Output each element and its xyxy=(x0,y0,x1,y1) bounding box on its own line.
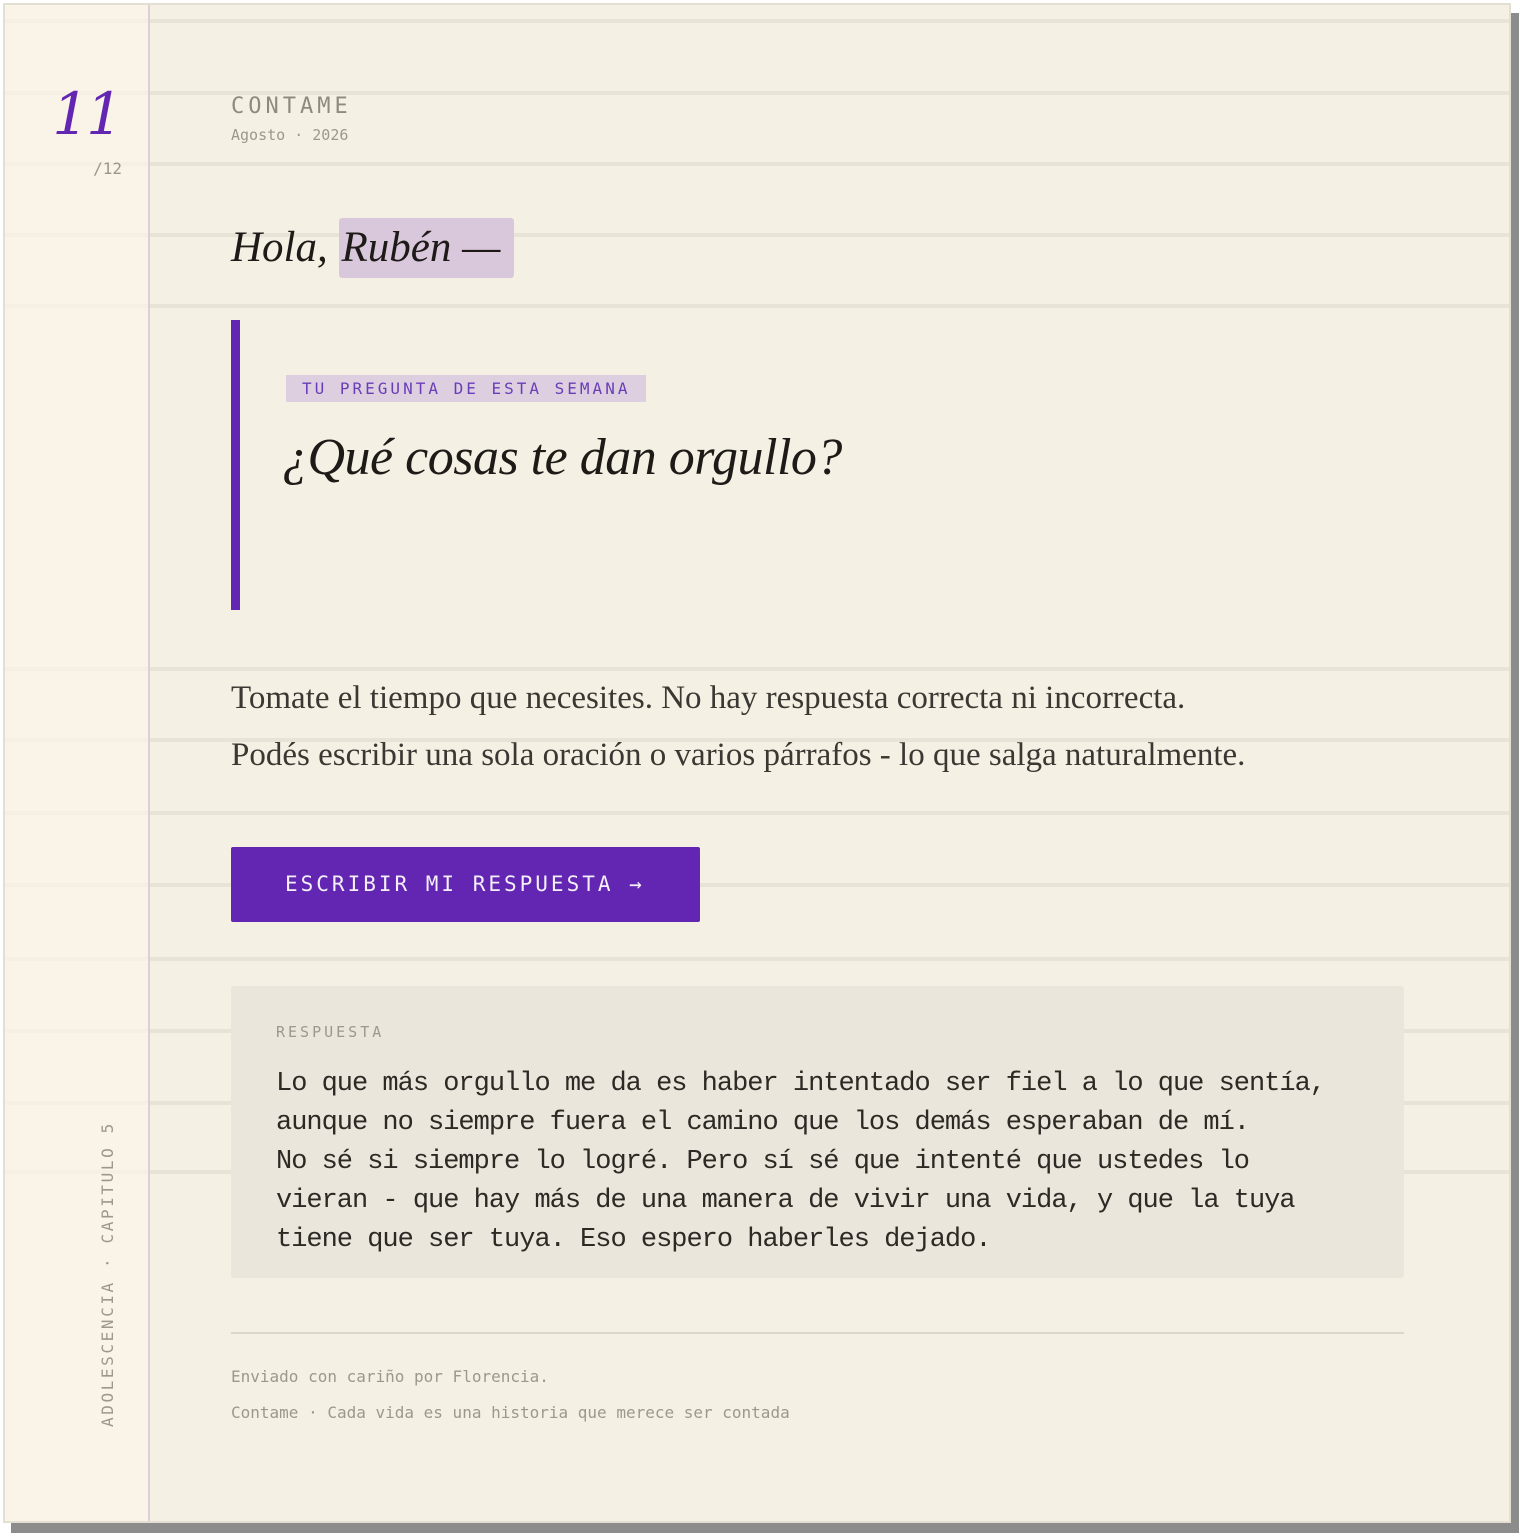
answer-line: tiene que ser tuya. Eso espero haberles dejado. xyxy=(276,1225,991,1255)
margin-column xyxy=(5,5,150,1521)
answer-line: Lo que más orgullo me da es haber intentado ser fiel a lo que sentía, xyxy=(276,1069,1325,1099)
greeting xyxy=(231,218,514,278)
footer-tagline: Contame · Cada vida es una historia que merece ser contada xyxy=(231,1403,790,1422)
answer-text xyxy=(276,1065,1364,1260)
greeting-prefix: Hola, xyxy=(231,224,339,271)
issue-total: /12 xyxy=(93,159,122,178)
footer-divider xyxy=(231,1332,1404,1334)
instructions-line: Tomate el tiempo que necesites. No hay respuesta correcta ni incorrecta. xyxy=(231,680,1186,716)
question-accent-bar xyxy=(231,320,240,610)
recipient-name: Rubén — xyxy=(339,218,515,278)
answer-line: vieran - que hay más de una manera de vivir una vida, y que la tuya xyxy=(276,1186,1295,1216)
write-answer-button[interactable]: ESCRIBIR MI RESPUESTA → xyxy=(231,847,700,922)
answer-label: RESPUESTA xyxy=(276,1023,385,1041)
email-card xyxy=(3,3,1511,1523)
issue-number: 11 xyxy=(52,80,120,148)
issue-date: Agosto · 2026 xyxy=(231,126,349,144)
sent-by-text: Enviado con cariño por Florencia. xyxy=(231,1367,549,1386)
answer-line: No sé si siempre lo logré. Pero sí sé que intenté que ustedes lo xyxy=(276,1147,1249,1177)
answer-box xyxy=(231,986,1404,1278)
question-tag: TU PREGUNTA DE ESTA SEMANA xyxy=(286,375,646,402)
instructions-line: Podés escribir una sola oración o varios párrafos - lo que salga naturalmente. xyxy=(231,737,1246,773)
answer-line: aunque no siempre fuera el camino que los demás esperaban de mí. xyxy=(276,1108,1249,1138)
brand-name: CONTAME xyxy=(231,94,352,119)
instructions xyxy=(231,670,1245,784)
question-text: ¿Qué cosas te dan orgullo? xyxy=(282,429,842,486)
chapter-label: ADOLESCENCIA · CAPITULO 5 xyxy=(98,1121,117,1427)
